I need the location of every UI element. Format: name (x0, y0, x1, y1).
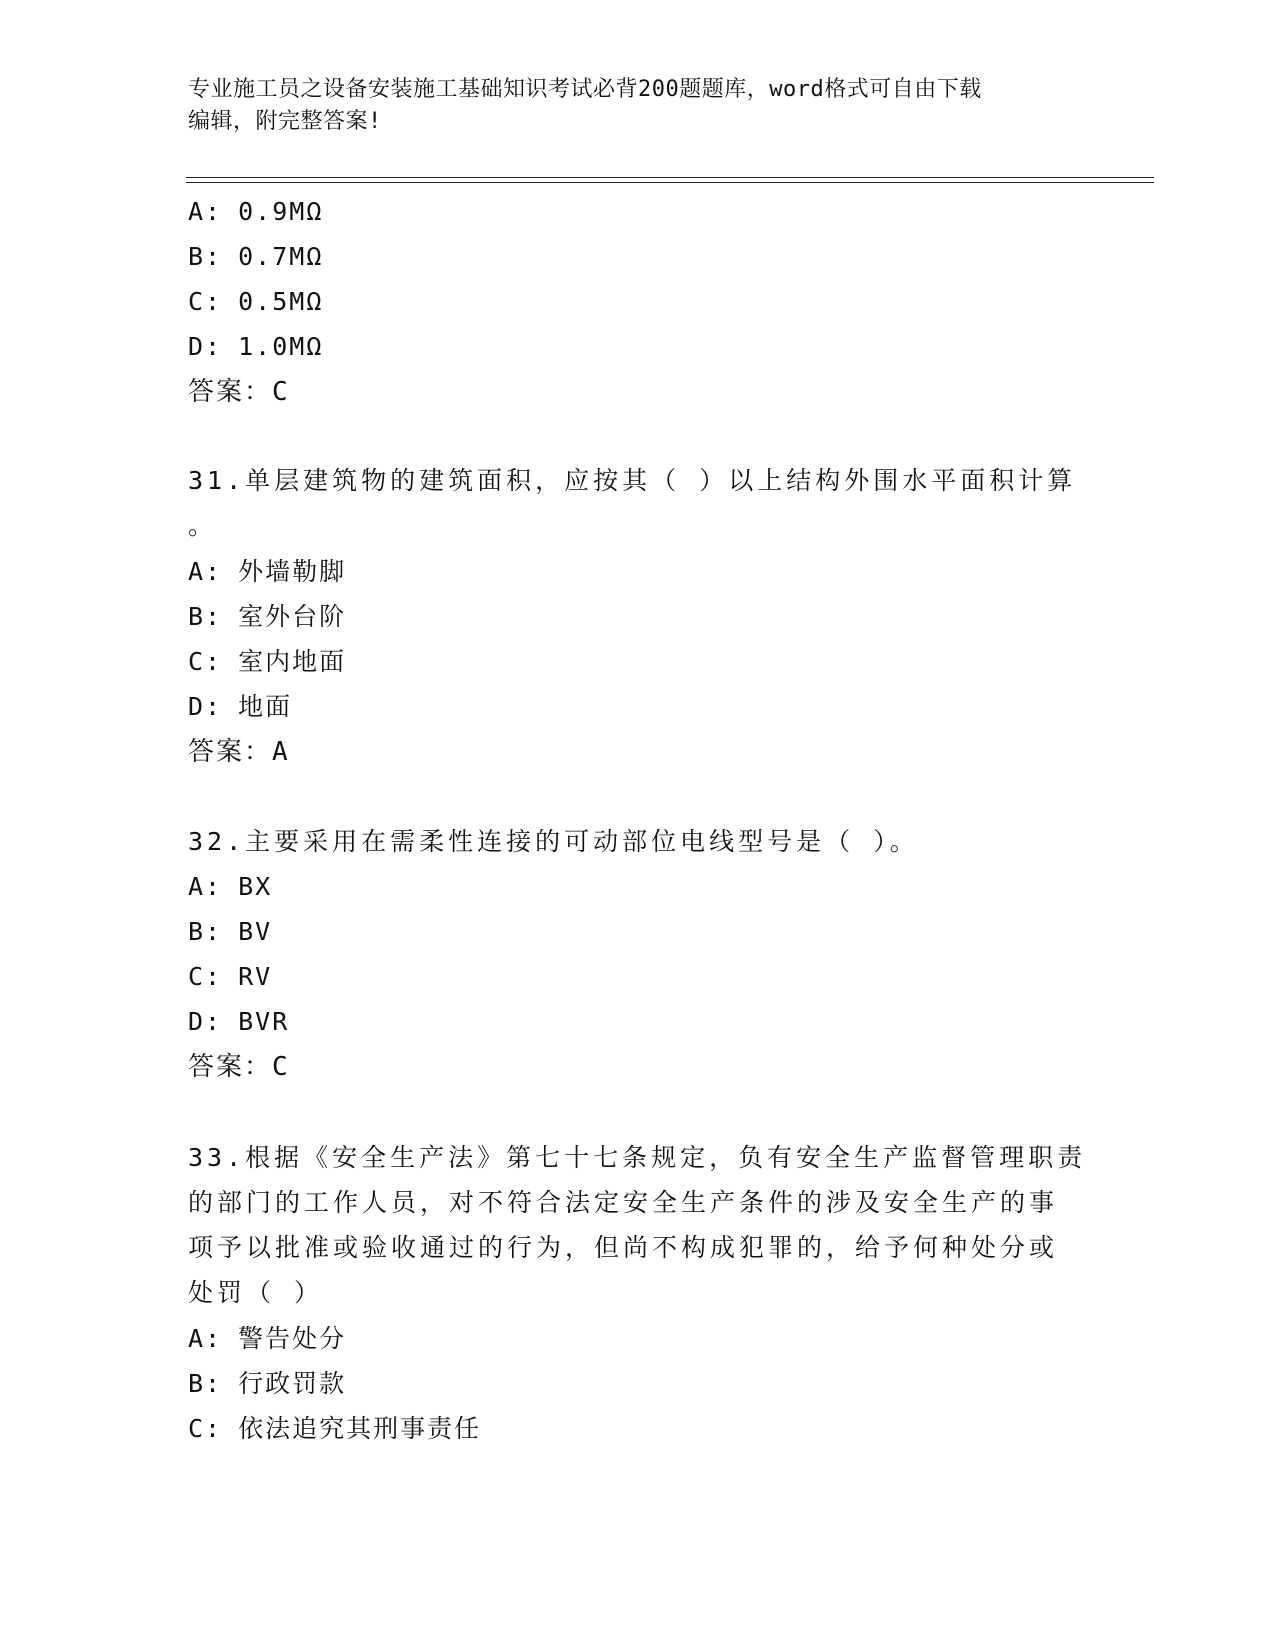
q33-option-a: A: 警告处分 (188, 1324, 347, 1353)
header-title-line-2: 编辑，附完整答案! (188, 109, 382, 134)
q33-option-b: B: 行政罚款 (188, 1369, 347, 1398)
q30-option-b: B: 0.7MΩ (188, 242, 324, 271)
header-divider-bottom (186, 182, 1154, 183)
q32-option-b: B: BV (188, 917, 273, 946)
q31-question-line-1: 31.单层建筑物的建筑面积，应按其（ ）以上结构外围水平面积计算 (188, 466, 1077, 495)
q33-question-line-1: 33.根据《安全生产法》第七十七条规定，负有安全生产监督管理职责 (188, 1143, 1087, 1172)
q31-answer: 答案：A (188, 737, 290, 767)
header-title-line-1: 专业施工员之设备安装施工基础知识考试必背200题题库，word格式可自由下载 (188, 77, 982, 102)
q30-answer: 答案：C (188, 377, 290, 407)
q33-option-c: C: 依法追究其刑事责任 (188, 1414, 482, 1443)
q33-question-line-4: 处罚（ ） (188, 1278, 324, 1307)
q33-question-line-2: 的部门的工作人员，对不符合法定安全生产条件的涉及安全生产的事 (188, 1188, 1059, 1217)
document-header (188, 74, 1088, 138)
q32-option-a: A: BX (188, 872, 273, 901)
q32-option-c: C: RV (188, 962, 273, 991)
q32-option-d: D: BVR (188, 1007, 290, 1036)
q31-option-b: B: 室外台阶 (188, 602, 347, 631)
q32-answer: 答案：C (188, 1052, 290, 1082)
q30-option-a: A: 0.9MΩ (188, 197, 324, 226)
q32-question-line-1: 32.主要采用在需柔性连接的可动部位电线型号是（ ）。 (188, 827, 919, 856)
q31-question-line-2: 。 (188, 511, 218, 540)
q31-option-a: A: 外墙勒脚 (188, 557, 347, 586)
q30-option-d: D: 1.0MΩ (188, 332, 324, 361)
q30-option-c: C: 0.5MΩ (188, 287, 324, 316)
header-divider-top (186, 177, 1154, 178)
q31-option-d: D: 地面 (188, 692, 293, 721)
q33-question-line-3: 项予以批准或验收通过的行为，但尚不构成犯罪的，给予何种处分或 (188, 1233, 1059, 1262)
q31-option-c: C: 室内地面 (188, 647, 347, 676)
